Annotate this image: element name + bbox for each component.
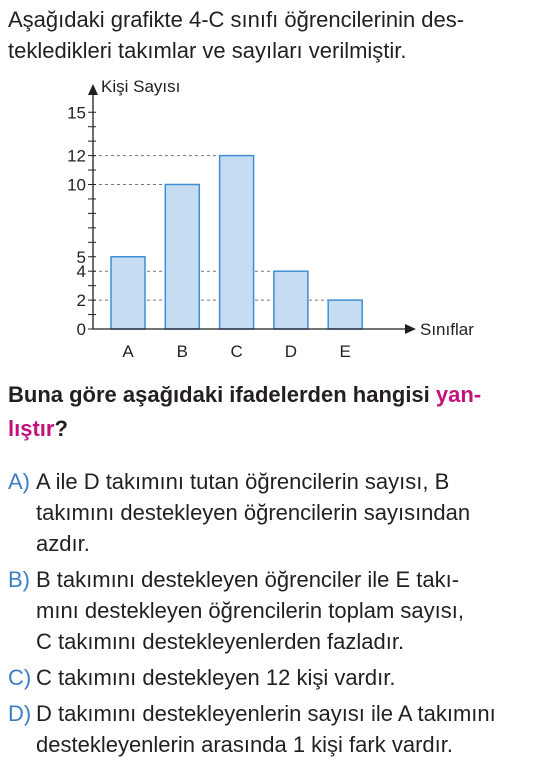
x-tick-label-d: D xyxy=(284,342,298,361)
y-tick-label-2: 2 xyxy=(76,291,86,311)
y-tick-label-5: 5 xyxy=(76,247,86,267)
option-a[interactable] xyxy=(8,466,534,559)
intro-line: Aşağıdaki grafikte 4-C sınıfı öğrencilerinin des- xyxy=(8,7,465,32)
y-axis-label: Kişi Sayısı xyxy=(101,77,181,96)
option-text xyxy=(8,698,534,760)
option-letter: D) xyxy=(8,701,32,726)
x-tick-label-b: B xyxy=(176,342,188,361)
x-axis-label: Sınıflar xyxy=(420,320,474,339)
option-b[interactable] xyxy=(8,564,534,657)
x-tick-labels xyxy=(122,342,351,361)
option-line: takımını destekleyen öğrencilerin sayısından xyxy=(36,500,471,525)
option-line: B takımını destekleyen öğrenciler ile E takı- xyxy=(36,567,460,592)
intro-line: tekledikleri takımlar ve sayıları verilmiştir. xyxy=(8,38,407,63)
option-line: A ile D takımını tutan öğrencilerin sayısı, B xyxy=(36,469,450,494)
bar-c xyxy=(220,156,254,329)
option-line: D takımını destekleyenlerin sayısı ile A takımını xyxy=(36,701,496,726)
bars xyxy=(111,156,362,329)
option-line: destekleyenlerin arasında 1 kişi fark vardır. xyxy=(36,732,453,757)
y-axis-arrow xyxy=(88,84,98,95)
y-tick-label-10: 10 xyxy=(67,175,86,195)
question xyxy=(8,378,534,446)
option-line: azdır. xyxy=(36,531,90,556)
option-text xyxy=(8,466,534,559)
option-line: C takımını destekleyenlerden fazladır. xyxy=(36,629,405,654)
question-end: ? xyxy=(54,416,68,441)
y-tick-label-12: 12 xyxy=(67,146,86,166)
bar-chart xyxy=(0,68,537,368)
option-letter: A) xyxy=(8,469,30,494)
x-tick-label-e: E xyxy=(339,342,351,361)
option-line: mını destekleyen öğrencilerin toplam sayısı, xyxy=(36,598,464,623)
option-line: C takımını destekleyen 12 kişi vardır. xyxy=(36,665,396,690)
y-tick-label-4: 4 xyxy=(76,262,86,282)
bar-a xyxy=(111,257,145,329)
question-highlight: lıştır xyxy=(8,416,55,441)
option-letter: C) xyxy=(8,665,32,690)
option-d[interactable] xyxy=(8,698,534,760)
answer-options xyxy=(8,466,534,765)
option-text xyxy=(8,662,534,693)
option-letter: B) xyxy=(8,567,30,592)
bar-d xyxy=(274,271,308,329)
y-tick-label-15: 15 xyxy=(67,103,86,123)
intro-text xyxy=(8,4,534,66)
y-ticks xyxy=(67,103,96,339)
y-tick-label-0: 0 xyxy=(76,320,86,339)
x-tick-label-a: A xyxy=(122,342,134,361)
x-axis-arrow xyxy=(405,324,416,334)
question-highlight: yan- xyxy=(435,382,482,407)
x-tick-label-c: C xyxy=(230,342,243,361)
bar-b xyxy=(165,185,199,330)
option-c[interactable] xyxy=(8,662,534,693)
option-text xyxy=(8,564,534,657)
question-text: Buna göre aşağıdaki ifadelerden hangisi xyxy=(8,382,436,407)
bar-e xyxy=(328,300,362,329)
